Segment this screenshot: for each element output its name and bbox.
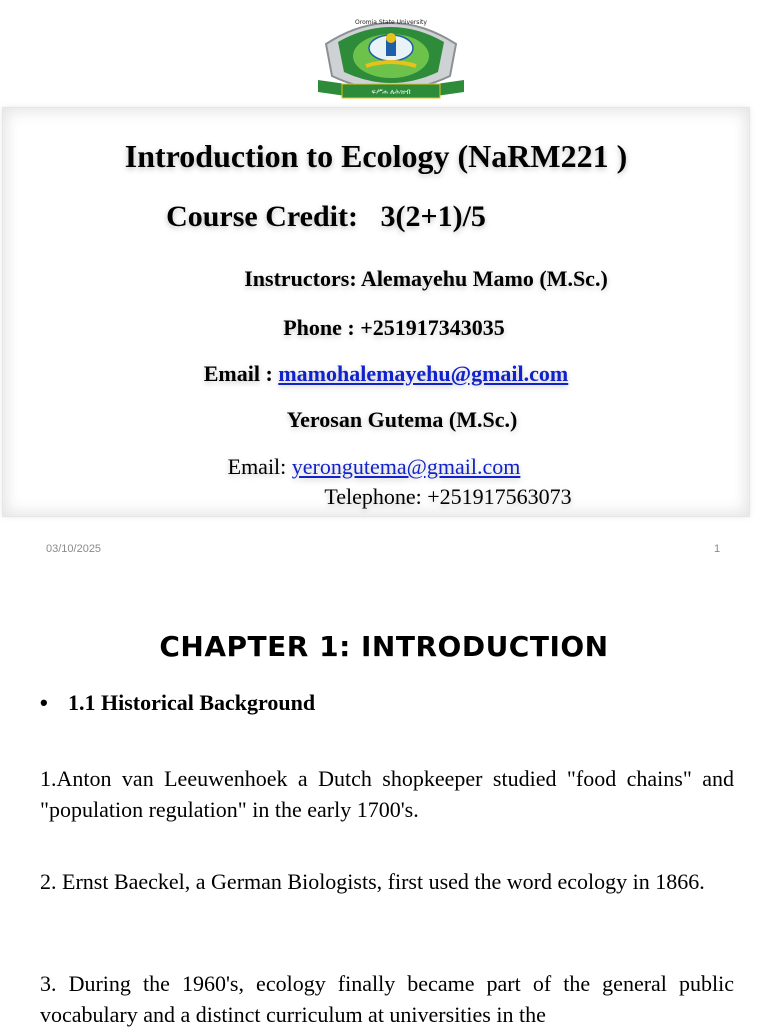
paragraph-3: 3. During the 1960's, ecology finally became part of the general public vocabulary and a distinct curriculum at universities in the	[40, 971, 734, 1027]
phone-line: Phone : +251917343035	[283, 315, 505, 340]
bullet-item	[40, 690, 315, 716]
bullet-text: 1.1 Historical Background	[68, 690, 316, 715]
university-logo	[306, 4, 476, 104]
email-line-1	[13, 361, 759, 387]
bullet-dot-icon: •	[40, 690, 48, 715]
credit-value: 3(2+1)/5	[380, 200, 486, 233]
logo-ribbon-text: ፍሥሐ ለሕዝብ	[371, 88, 411, 96]
email-label-1: Email :	[203, 361, 279, 386]
course-credit	[0, 200, 699, 234]
email-line-2	[1, 454, 747, 480]
chapter-title: CHAPTER 1: INTRODUCTION	[159, 630, 609, 663]
title-card	[2, 107, 750, 517]
paragraph-1: 1.Anton van Leeuwenhoek a Dutch shopkeeper studied "food chains" and "population regulation" in the early 1700's.	[40, 766, 734, 822]
logo-arc-text: Oromia State University	[355, 19, 427, 26]
footer-date: 03/10/2025	[46, 543, 102, 555]
email-label-2: Email:	[227, 454, 292, 479]
email-link-1[interactable]: mamohalemayehu@gmail.com	[278, 361, 569, 386]
paragraph-2: 2. Ernst Baeckel, a German Biologists, first used the word ecology in 1866.	[40, 869, 705, 894]
instructor-2: Yerosan Gutema (M.Sc.)	[286, 407, 518, 432]
course-title: Introduction to Ecology (NaRM221 )	[124, 138, 628, 174]
instructors-line: Instructors: Alemayehu Mamo (M.Sc.)	[244, 266, 608, 291]
email-link-2[interactable]: yerongutema@gmail.com	[291, 454, 521, 479]
telephone-line: Telephone: +251917563073	[324, 484, 572, 509]
page-number: 1	[714, 543, 721, 555]
credit-label: Course Credit:	[166, 200, 358, 233]
